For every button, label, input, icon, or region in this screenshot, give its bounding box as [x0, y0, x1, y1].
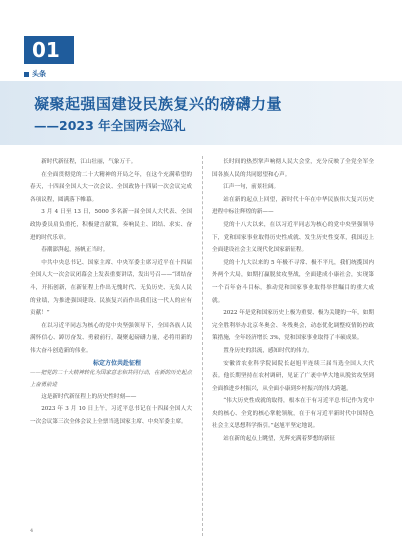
paragraph: 站在新的起点上回望，新时代十年在中华民族伟大复兴历史进程中标注辉煌的新——: [212, 196, 374, 216]
paragraph: 长时间的热烈掌声响彻人民大会堂，充分反映了全党全军全国各族人民的共同愿望和心声。: [212, 159, 374, 178]
section-label: [24, 69, 46, 79]
paragraph: 党的十八大以来，在以习近平同志为核心的党中央坚强领导下，党和国家事业取得历史性成就、发生历史性变革，我国迈上全面建设社会主义现代化国家新征程。: [212, 221, 374, 254]
paragraph: 置身历史的洪流，感知时代的伟力。: [223, 347, 313, 354]
paragraph: 新时代新征程，江山壮丽，气象万千。: [41, 159, 137, 165]
article-subtitle: ——2023 年全国两会巡礼: [34, 118, 186, 133]
section-number: 01: [24, 36, 74, 64]
paragraph: 2022 年是党和国家历史上极为重要、极为关键的一年，如期完全胜利举办北京冬奥会、冬残奥会，动态优化调整疫情防控政策措施，全年经济增长 3%，党和国家事业取得了丰硕成果。: [212, 310, 374, 342]
square-bullet-icon: [24, 72, 29, 77]
paragraph: 2023 年 3 月 10 日上午，习近平总书记在十四届全国人大一次会议第三次全体会议上全票当选国家主席、中央军委主席。: [30, 406, 192, 425]
paragraph: 江声一句，前景壮阔。: [223, 184, 280, 191]
paragraph: 这是新时代新征程上的历史性时刻——: [41, 393, 137, 400]
paragraph: 春潮澎湃起，扬帆正当时。: [41, 247, 109, 254]
paragraph: “伟大历史性成就的取得，根本在于有习近平总书记作为党中央的核心、全党的核心掌舵领航，在于有习近平新时代中国特色社会主义思想科学指引。”赵旭平坚定地说。: [212, 398, 374, 430]
section-label-text: 头条: [32, 70, 46, 78]
article-title: 凝聚起强国建设民族复兴的磅礴力量: [34, 95, 283, 113]
paragraph: 安徽省农业科学院园院长赵旭平连续三届当选全国人大代表。他长期坚持在农村调研，见证了广袤中华大地从脱贫攻坚到全面推进乡村振兴，从全面小康到乡村振兴的伟大跨越。: [212, 360, 374, 392]
left-column: [30, 156, 192, 428]
sub-heading-quote: ——把党的二十大精神转化为国家意志和共同行动，在新的历史起点上奋勇前进: [30, 369, 192, 388]
paragraph: 在以习近平同志为核心的党中央坚强领导下，全国各族人民满怀信心、踔厉奋发、勇毅前行，凝聚起磅礴力量，必将用新的伟大奋斗创造新的伟业。: [30, 322, 192, 354]
right-column: [212, 156, 374, 446]
paragraph: 党的十九大以来的 5 年极不寻常、极不平凡，我们统揽国内外两个大局，如期打赢脱贫攻坚战，全面建成小康社会，实现第一个百年奋斗目标，推动党和国家事业取得举世瞩目的重大成就。: [212, 259, 374, 304]
paragraph: 中共中央总书记、国家主席、中央军委主席习近平在十四届全国人大一次会议闭幕会上发表重要讲话，发出号召——“团结奋斗，开拓创新，在新征程上作出无愧时代、无负历史、无负人民的业绩，为推进强国建设、民族复兴而作出我们这一代人的应有贡献！”: [30, 259, 192, 317]
paragraph: 3 月 4 日至 13 日，5000 多名新一届全国人大代表、全国政协委员肩负重托，积极建言献策，奏响民主、团结、求实、奋进的时代乐章。: [30, 209, 192, 241]
column-divider: [202, 156, 203, 536]
sub-heading: 标定方位共赴征程: [92, 359, 141, 367]
title-banner: [0, 81, 402, 145]
page-number: 4: [30, 528, 34, 534]
paragraph: 站在新的起点上眺望，光辉充满着梦想的新征: [223, 436, 336, 443]
paragraph: 在全面贯彻党的二十大精神的开局之年，在这个充满希望的春天，十四届全国人大一次会议、全国政协十四届一次会议完成各项议程，圆满落下帷幕。: [30, 171, 192, 203]
